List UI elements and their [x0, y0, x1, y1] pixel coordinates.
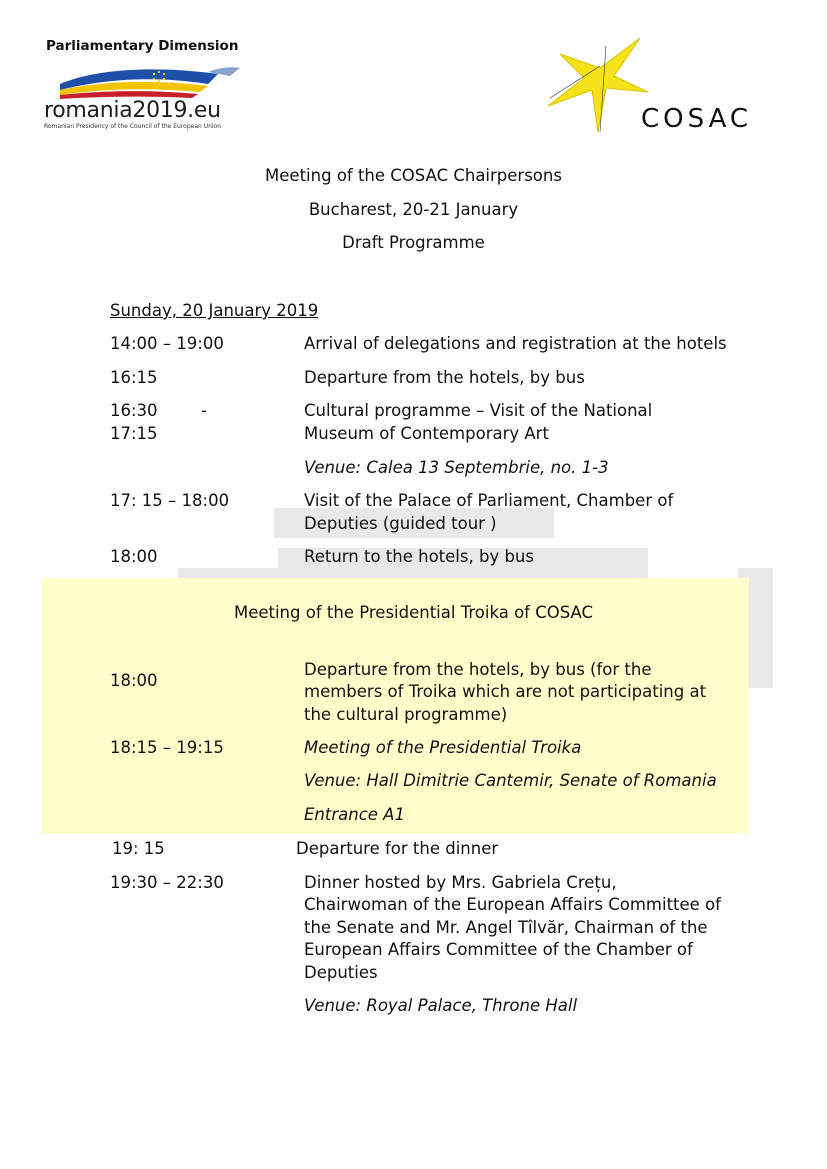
troika-title: Meeting of the Presidential Troika of COSAC — [233, 603, 594, 622]
flag-swoosh-icon — [58, 62, 243, 102]
venue-value: Calea 13 Septembrie, no. 1-3 — [366, 458, 609, 477]
day-label: Sunday, 20 January 2019 — [110, 301, 319, 320]
logo-tagline: Romanian Presidency of the Council of the European Union — [44, 123, 222, 130]
agenda-item: Visit of the Palace of Parliament, Chamber of — [304, 491, 674, 510]
venue-label: Venue: — [304, 458, 362, 477]
venue-line: Venue: Hall Dimitrie Cantemir, Senate of Romania — [304, 771, 717, 790]
agenda-text: the Senate and — [304, 918, 436, 937]
venue-line — [304, 457, 609, 480]
agenda-item: Departure for the dinner — [296, 839, 499, 858]
venue-value: Royal Palace, Throne Hall — [366, 996, 578, 1015]
agenda-item: Departure from the hotels, by bus — [304, 368, 585, 387]
venue-line — [304, 995, 577, 1018]
agenda-item: Arrival of delegations and registration at the hotels — [304, 334, 727, 353]
cosac-star-icon — [540, 36, 650, 134]
dinner-label: Dinner hosted by — [304, 873, 452, 892]
cosac-wordmark: COSAC — [641, 104, 753, 134]
time-slot: 16:15 — [110, 368, 158, 387]
time-slot: 18:00 — [110, 547, 158, 566]
host-name: Mr. Angel Tîlvăr, — [435, 918, 570, 937]
time-slot: 19: 15 — [112, 839, 165, 858]
host-name: Mrs. Gabriela Crețu, — [451, 873, 617, 892]
agenda-item: Return to the hotels, by bus — [304, 547, 534, 566]
time-slot: 17: 15 – 18:00 — [110, 491, 230, 510]
time-slot: 18:00 — [110, 671, 158, 690]
programme-subtitle: Draft Programme — [342, 233, 485, 252]
agenda-item: members of Troika which are not participating at — [304, 682, 707, 701]
agenda-text: Chairman of the — [569, 918, 708, 937]
agenda-item-bold: Departure from the hotels, by bus — [304, 660, 585, 679]
time-slot: 14:00 – 19:00 — [110, 334, 224, 353]
logo-url: romania2019.eu — [44, 98, 221, 123]
agenda-item — [304, 872, 617, 895]
time-slot: 17:15 — [110, 424, 158, 443]
venue-label: Venue: — [304, 996, 362, 1015]
agenda-item: European Affairs Committee of the Chamber of — [304, 940, 693, 959]
time-slot: 18:15 – 19:15 — [110, 738, 224, 757]
logo-title: Parliamentary Dimension — [46, 38, 239, 54]
meeting-place-date: Bucharest, 20-21 January — [308, 200, 519, 219]
agenda-item: Cultural programme – Visit of the National — [304, 401, 653, 420]
agenda-item: Deputies (guided tour ) — [304, 514, 497, 533]
meeting-title: Meeting of the COSAC Chairpersons — [265, 166, 562, 185]
entrance-line: Entrance A1 — [304, 805, 405, 824]
time-slot: 19:30 – 22:30 — [110, 873, 224, 892]
agenda-item — [304, 917, 708, 940]
time-slot: 16:30 — [110, 401, 158, 420]
agenda-item: Meeting of the Presidential Troika — [304, 738, 582, 757]
agenda-item-rest: (for the — [584, 660, 652, 679]
agenda-item: Chairwoman of the European Affairs Committee of — [304, 895, 721, 914]
agenda-item — [304, 659, 652, 682]
agenda-item: the cultural programme) — [304, 705, 508, 724]
agenda-item: Museum of Contemporary Art — [304, 424, 549, 443]
time-dash: - — [201, 401, 207, 420]
agenda-item: Deputies — [304, 963, 378, 982]
